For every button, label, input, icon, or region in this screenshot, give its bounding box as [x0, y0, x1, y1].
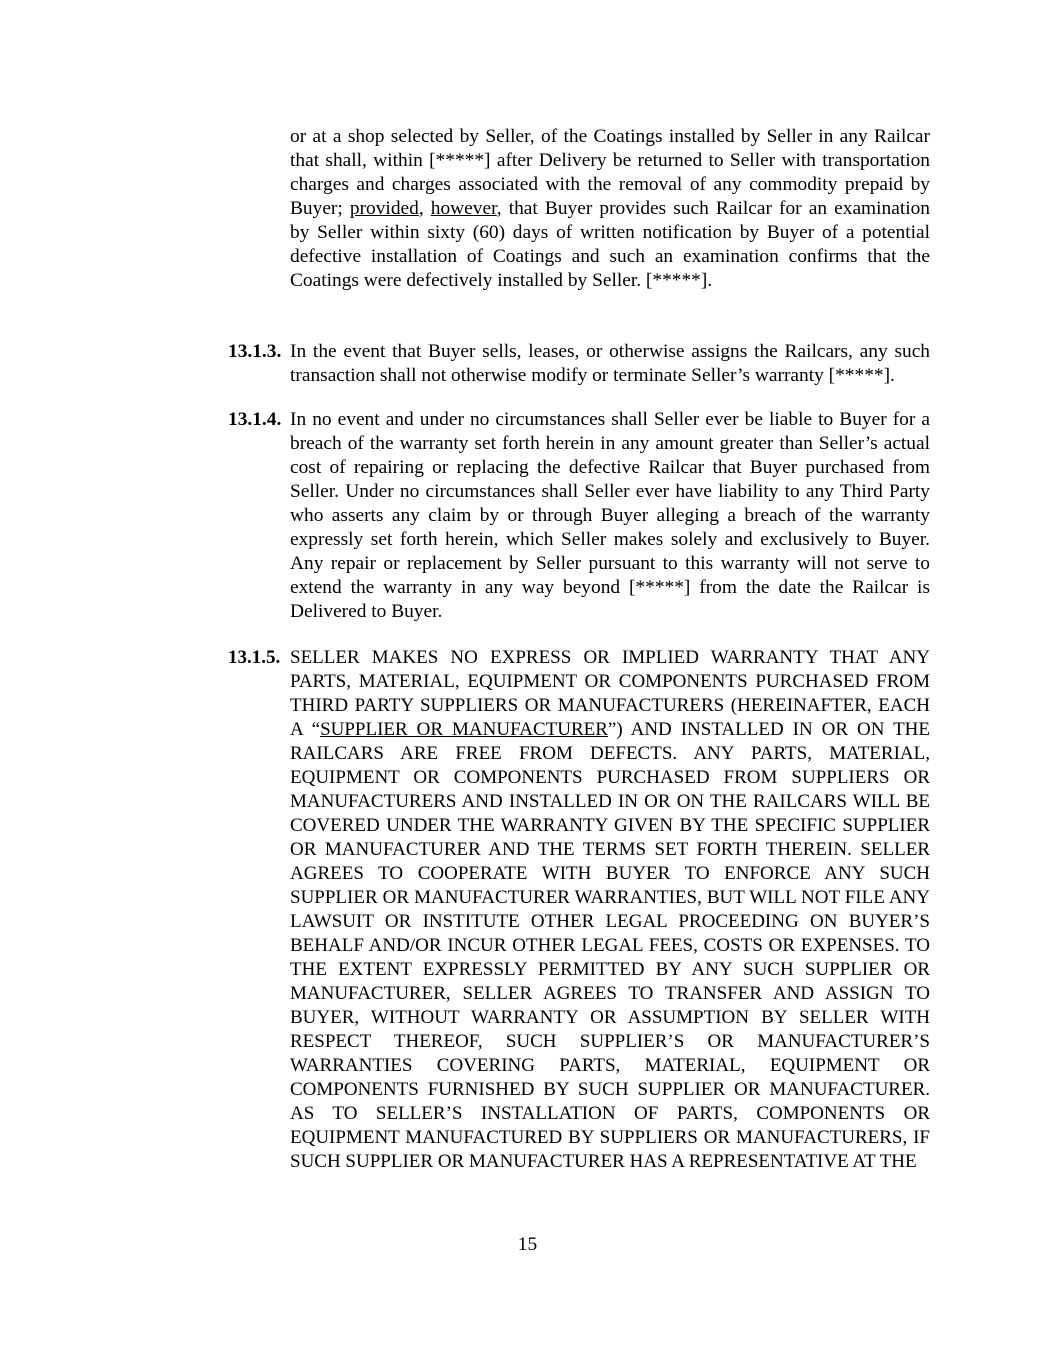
page-number: 15 [517, 1234, 538, 1255]
section-number: 13.1.4. [228, 409, 282, 430]
section-number: 13.1.5. [228, 647, 281, 668]
section-text: In no event and under no circumstances shall Seller ever be liable to Buyer for a breach of the warranty set forth herein in any amount greater than Seller’s actual cost of repairing or replacing the defective Railcar that Buyer purchased from Seller. Under no circumstances shall Seller ever have liability to any Third Party who asserts any claim by or through Buyer alleging a breach of the warranty expressly set forth herein, which Seller makes solely and exclusively to Buyer. Any repair or replacement by Seller pursuant to this warranty will not serve to extend the warranty in any way beyond [*****] from the date the Railcar is Delivered to Buyer. [290, 409, 930, 622]
section-text [290, 646, 930, 1174]
section-number: 13.1.3. [228, 341, 282, 362]
section-13-1-5 [228, 646, 930, 1174]
however-term: however [430, 198, 497, 219]
section-text-part-2: ”) AND INSTALLED IN OR ON THE RAILCARS ARE FREE FROM DEFECTS. ANY PARTS, MATERIAL, EQUIPMENT OR COMPONENTS PURCHASED FROM SUPPLIERS OR MANUFACTURERS AND INSTALLED IN OR ON THE RAILCARS WILL BE COVERED UNDER THE WARRANTY GIVEN BY THE SPECIFIC SUPPLIER OR MANUFACTURER AND THE TERMS SET FORTH THEREIN. SELLER AGREES TO COOPERATE WITH BUYER TO ENFORCE ANY SUCH SUPPLIER OR MANUFACTURER WARRANTIES, BUT WILL NOT FILE ANY LAWSUIT OR INSTITUTE OTHER LEGAL PROCEEDING ON BUYER’S BEHALF AND/OR INCUR OTHER LEGAL FEES, COSTS OR EXPENSES. TO THE EXTENT EXPRESSLY PERMITTED BY ANY SUCH SUPPLIER OR MANUFACTURER, SELLER AGREES TO TRANSFER AND ASSIGN TO BUYER, WITHOUT WARRANTY OR ASSUMPTION BY SELLER WITH RESPECT THEREOF, SUCH SUPPLIER’S OR MANUFACTURER’S WARRANTIES COVERING PARTS, MATERIAL, EQUIPMENT OR COMPONENTS FURNISHED BY SUCH SUPPLIER OR MANUFACTURER. AS TO SELLER’S INSTALLATION OF PARTS, COMPONENTS OR EQUIPMENT MANUFACTURED BY SUPPLIERS OR MANUFACTURERS, IF SUCH SUPPLIER OR MANUFACTURER HAS A REPRESENTATIVE AT THE [290, 719, 931, 1172]
section-13-1-3 [228, 340, 930, 388]
continued-comma: , [418, 198, 431, 219]
continued-text-2: , that Buyer provides such Railcar for an examination by Seller within sixty (60) days of written notification by Buyer of a potential defective installation of Coatings and such an examination confirms that the Coatings were defectively installed by Seller. [*****]. [290, 198, 930, 291]
defined-term: SUPPLIER OR MANUFACTURER [320, 719, 608, 740]
section-text: In the event that Buyer sells, leases, or otherwise assigns the Railcars, any such transaction shall not otherwise modify or terminate Seller’s warranty [*****]. [290, 341, 930, 386]
continued-text-1: or at a shop selected by Seller, of the Coatings installed by Seller in any Railcar that shall, within [*****] after Delivery be returned to Seller with transportation charges and charges associated with the removal of any commodity prepaid by Buyer; [290, 126, 930, 219]
provided-term: provided [349, 198, 419, 219]
section-13-1-4 [228, 408, 930, 624]
section-text-part-1: SELLER MAKES NO EXPRESS OR IMPLIED WARRANTY THAT ANY PARTS, MATERIAL, EQUIPMENT OR COMPONENTS PURCHASED FROM THIRD PARTY SUPPLIERS OR MANUFACTURERS (HEREINAFTER, EACH A “ [290, 647, 930, 740]
continued-paragraph [290, 125, 930, 293]
